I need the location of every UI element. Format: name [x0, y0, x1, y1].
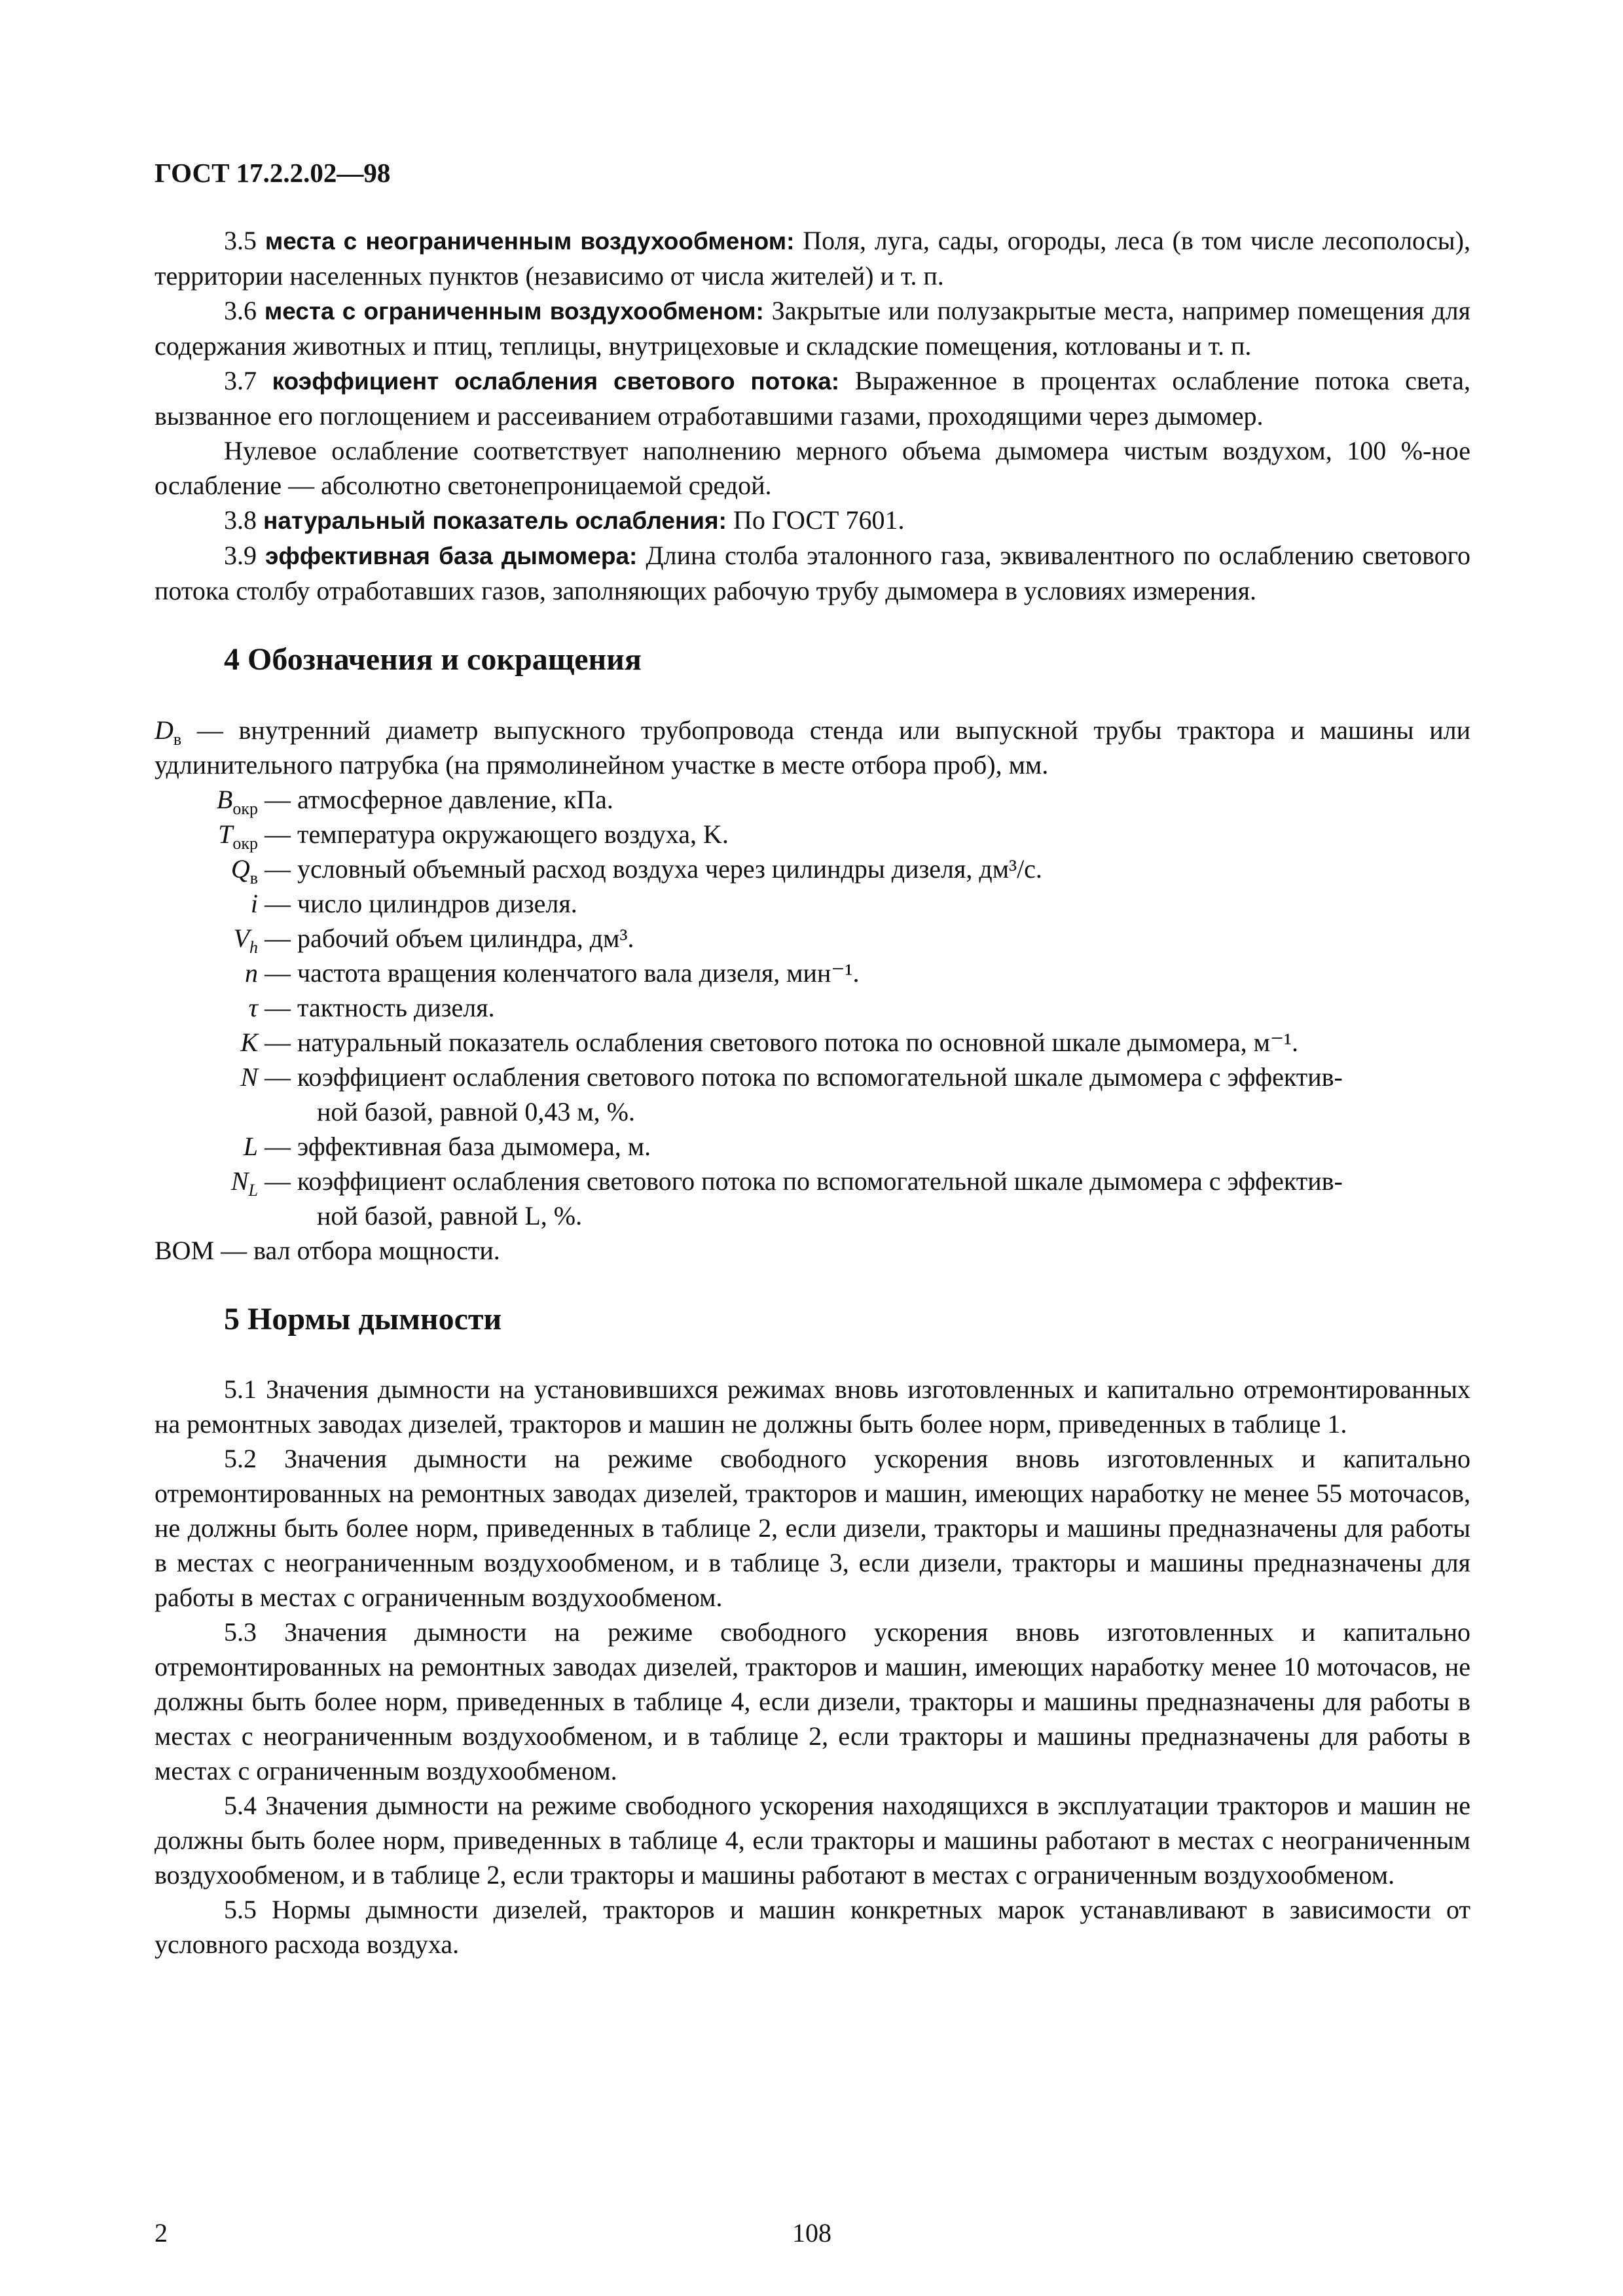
symbol-key [155, 852, 258, 886]
symbol-key [155, 956, 258, 990]
symbol-description-continuation: ной базой, равной 0,43 м, %. [317, 1096, 635, 1126]
symbol-row [155, 1129, 1470, 1164]
definition-text: По ГОСТ 7601. [726, 505, 905, 535]
definition-3-5 [155, 223, 1470, 293]
symbol-description [297, 1060, 1470, 1129]
symbol-description: вал отбора мощности. [253, 1235, 500, 1265]
symbol-subscript: окр [232, 833, 258, 853]
symbol-letter: V [233, 923, 249, 953]
definition-term: натуральный показатель ослабления: [263, 507, 727, 535]
symbol-description-text: натуральный показатель ослабления светового потока по основной шкале дымомера, м⁻¹. [297, 1027, 1299, 1057]
document-page [155, 157, 1470, 1962]
section-5-title: 5 Нормы дымности [224, 1301, 502, 1336]
definition-number: 3.5 [224, 226, 257, 256]
definition-term: места с неограниченным воздухообменом: [264, 228, 795, 255]
symbol-description [297, 886, 1470, 921]
definition-number: 3.9 [224, 541, 257, 571]
symbol-key [155, 1129, 258, 1164]
symbol-dash: — [264, 888, 291, 918]
definition-term: места с ограниченным воздухообменом: [264, 298, 764, 325]
symbol-key [155, 886, 258, 921]
symbol-subscript: L [248, 1180, 258, 1200]
symbol-description-text: коэффициент ослабления светового потока по вспомогательной шкале дымомера с эффектив- [297, 1166, 1343, 1196]
section-5-paragraph: 5.3 Значения дымности на режиме свободного ускорения вновь изготовленных и капитально отремонтированных на ремонтных заводах дизелей, тракторов и машин, имеющих наработку менее 10 моточасов, не должны быть более норм, приведенных в таблице 4, если дизели, тракторы и машины предназначены для работы в местах с неограниченным воздухообменом, и в таблице 2, если тракторы и машины предназначены для работы в местах с ограниченным воздухообменом. [155, 1617, 1470, 1786]
definition-note [155, 433, 1470, 503]
symbol-subscript: h [249, 937, 258, 957]
symbol-row [155, 921, 1470, 956]
symbol-first [155, 713, 1470, 782]
definition-3-7 [155, 363, 1470, 433]
symbol-subscript: в [249, 868, 258, 888]
symbol-description-text: температура окружающего воздуха, K. [297, 819, 729, 849]
symbol-description-text: условный объемный расход воздуха через цилиндры дизеля, дм³/с. [297, 853, 1042, 884]
symbol-dash: — [264, 784, 291, 814]
symbol-description-text: тактность дизеля. [297, 992, 495, 1022]
symbol-description [297, 921, 1470, 956]
document-header: ГОСТ 17.2.2.02—98 [155, 158, 391, 188]
symbol-letter: T [218, 819, 233, 849]
symbol-description-text: число цилиндров дизеля. [297, 888, 577, 918]
symbol-letter: N [240, 1062, 258, 1092]
symbol-dash: — [264, 923, 291, 953]
symbol-description-text: рабочий объем цилиндра, дм³. [297, 923, 634, 953]
definition-text: Длина столба эталонного газа, эквивалентного по ослаблению светового потока столбу отработавших газов, заполняющих рабочую трубу дымомера в условиях измерения. [155, 541, 1471, 606]
symbol-dash: — [264, 1062, 291, 1092]
symbol-description [297, 990, 1470, 1025]
definition-text: Закрытые или полузакрытые места, например помещения для содержания животных и птиц, теплицы, внутрицеховые и складские помещения, котлованы и т. п. [155, 296, 1470, 361]
symbol-dash: — [264, 1166, 291, 1196]
symbol-key: D [155, 715, 173, 745]
symbol-letter: n [245, 958, 258, 988]
symbol-letter: i [250, 888, 258, 918]
symbol-dash: — [264, 992, 291, 1022]
definitions-block [155, 223, 1470, 608]
section-5-paragraphs [155, 1372, 1470, 1962]
page-footer-number: 108 [792, 2218, 831, 2248]
symbol-key [155, 1060, 258, 1094]
section-4-title: 4 Обозначения и сокращения [224, 642, 642, 677]
definition-text: Нулевое ослабление соответствует наполнению мерного объема дымомера чистым воздухом, 100 %-ное ослабление — абсолютно светонепроницаемой средой. [155, 436, 1470, 501]
symbol-subscript: окр [232, 798, 258, 818]
symbol-key [155, 990, 258, 1025]
symbol-row [155, 852, 1470, 886]
symbol-letter: τ [248, 992, 258, 1022]
symbol-dash: — [221, 1235, 247, 1265]
symbol-description-text: частота вращения коленчатого вала дизеля, мин⁻¹. [297, 958, 860, 988]
symbol-key [155, 1164, 258, 1198]
section-5-paragraph: 5.1 Значения дымности на установившихся режимах вновь изготовленных и капитально отремонтированных на ремонтных заводах дизелей, тракторов и машин не должны быть более норм, приведенных в таблице 1. [155, 1374, 1470, 1439]
section-5-paragraph: 5.2 Значения дымности на режиме свободного ускорения вновь изготовленных и капитально отремонтированных на ремонтных заводах дизелей, тракторов и машин, имеющих наработку не менее 55 моточасов, не должны быть более норм, приведенных в таблице 2, если дизели, тракторы и машины предназначены для работы в местах с неограниченным воздухообменом, и в таблице 3, если дизели, тракторы и машины предназначены для работы в местах с ограниченным воздухообменом. [155, 1444, 1470, 1613]
symbol-dash: — [264, 819, 291, 849]
symbol-dash: — [264, 1131, 291, 1161]
symbol-row [155, 990, 1470, 1025]
symbol-subscript: в [173, 729, 182, 749]
symbol-row [155, 1060, 1470, 1129]
definition-number: 3.7 [224, 366, 257, 396]
symbol-key [155, 782, 258, 817]
symbol-description [297, 1025, 1470, 1060]
symbol-row [155, 782, 1470, 817]
symbol-dash: — [264, 853, 291, 884]
symbol-description [297, 956, 1470, 990]
symbol-items [155, 782, 1470, 1233]
definition-3-6 [155, 293, 1470, 363]
definition-text: Поля, луга, сады, огороды, леса (в том числе лесополосы), территории населенных пунктов (независимо от числа жителей) и т. п. [155, 226, 1471, 291]
section-5-paragraph: 5.4 Значения дымности на режиме свободного ускорения находящихся в эксплуатации тракторов и машин не должны быть более норм, приведенных в таблице 4, если тракторы и машины работают в местах с неограниченным воздухообменом, и в таблице 2, если тракторы и машины работают в местах с ограниченным воздухообменом. [155, 1791, 1470, 1890]
definition-3-8 [155, 503, 1470, 538]
definition-number: 3.6 [224, 296, 257, 326]
symbol-description: — внутренний диаметр выпускного трубопровода стенда или выпускной трубы трактора и машины или удлинительного патрубка (на прямолинейном участке в месте отбора проб), мм. [155, 715, 1470, 780]
symbol-letter: K [240, 1027, 258, 1057]
symbol-row [155, 886, 1470, 921]
symbol-letter: N [230, 1166, 249, 1196]
definition-3-9 [155, 538, 1470, 608]
page-number: 2 [155, 2218, 168, 2248]
symbol-letter: Q [230, 853, 250, 884]
symbol-description-continuation: ной базой, равной L, %. [317, 1200, 583, 1230]
symbol-letter: L [243, 1131, 258, 1161]
symbol-row [155, 1025, 1470, 1060]
definition-term: коэффициент ослабления светового потока: [272, 368, 840, 395]
symbols-list [155, 713, 1470, 1268]
symbol-key [155, 1025, 258, 1060]
symbol-description [297, 817, 1470, 852]
definition-text: Выраженное в процентах ослабление потока света, вызванное его поглощением и рассеиванием отработавшими газами, проходящими через дымомер. [155, 366, 1471, 431]
definition-term: эффективная база дымомера: [265, 543, 638, 570]
definition-number: 3.8 [224, 505, 257, 535]
symbol-description-text: коэффициент ослабления светового потока по вспомогательной шкале дымомера с эффектив- [297, 1062, 1343, 1092]
section-5-paragraph: 5.5 Нормы дымности дизелей, тракторов и машин конкретных марок устанавливают в зависимости от условного расхода воздуха. [155, 1895, 1470, 1960]
symbol-description-text: атмосферное давление, кПа. [297, 784, 613, 814]
symbol-description [297, 1129, 1470, 1164]
symbol-letter: B [216, 784, 233, 814]
symbol-key [155, 921, 258, 956]
symbol-dash: — [264, 958, 291, 988]
symbol-key [155, 817, 258, 852]
symbol-row [155, 1164, 1470, 1233]
symbol-dash: — [264, 1027, 291, 1057]
symbol-row [155, 817, 1470, 852]
symbol-description [297, 782, 1470, 817]
symbol-description [297, 852, 1470, 886]
symbol-key: ВОМ [155, 1235, 215, 1265]
symbol-row [155, 956, 1470, 990]
symbol-description-text: эффективная база дымомера, м. [297, 1131, 651, 1161]
symbol-row-last [155, 1233, 1470, 1268]
symbol-description [297, 1164, 1470, 1233]
